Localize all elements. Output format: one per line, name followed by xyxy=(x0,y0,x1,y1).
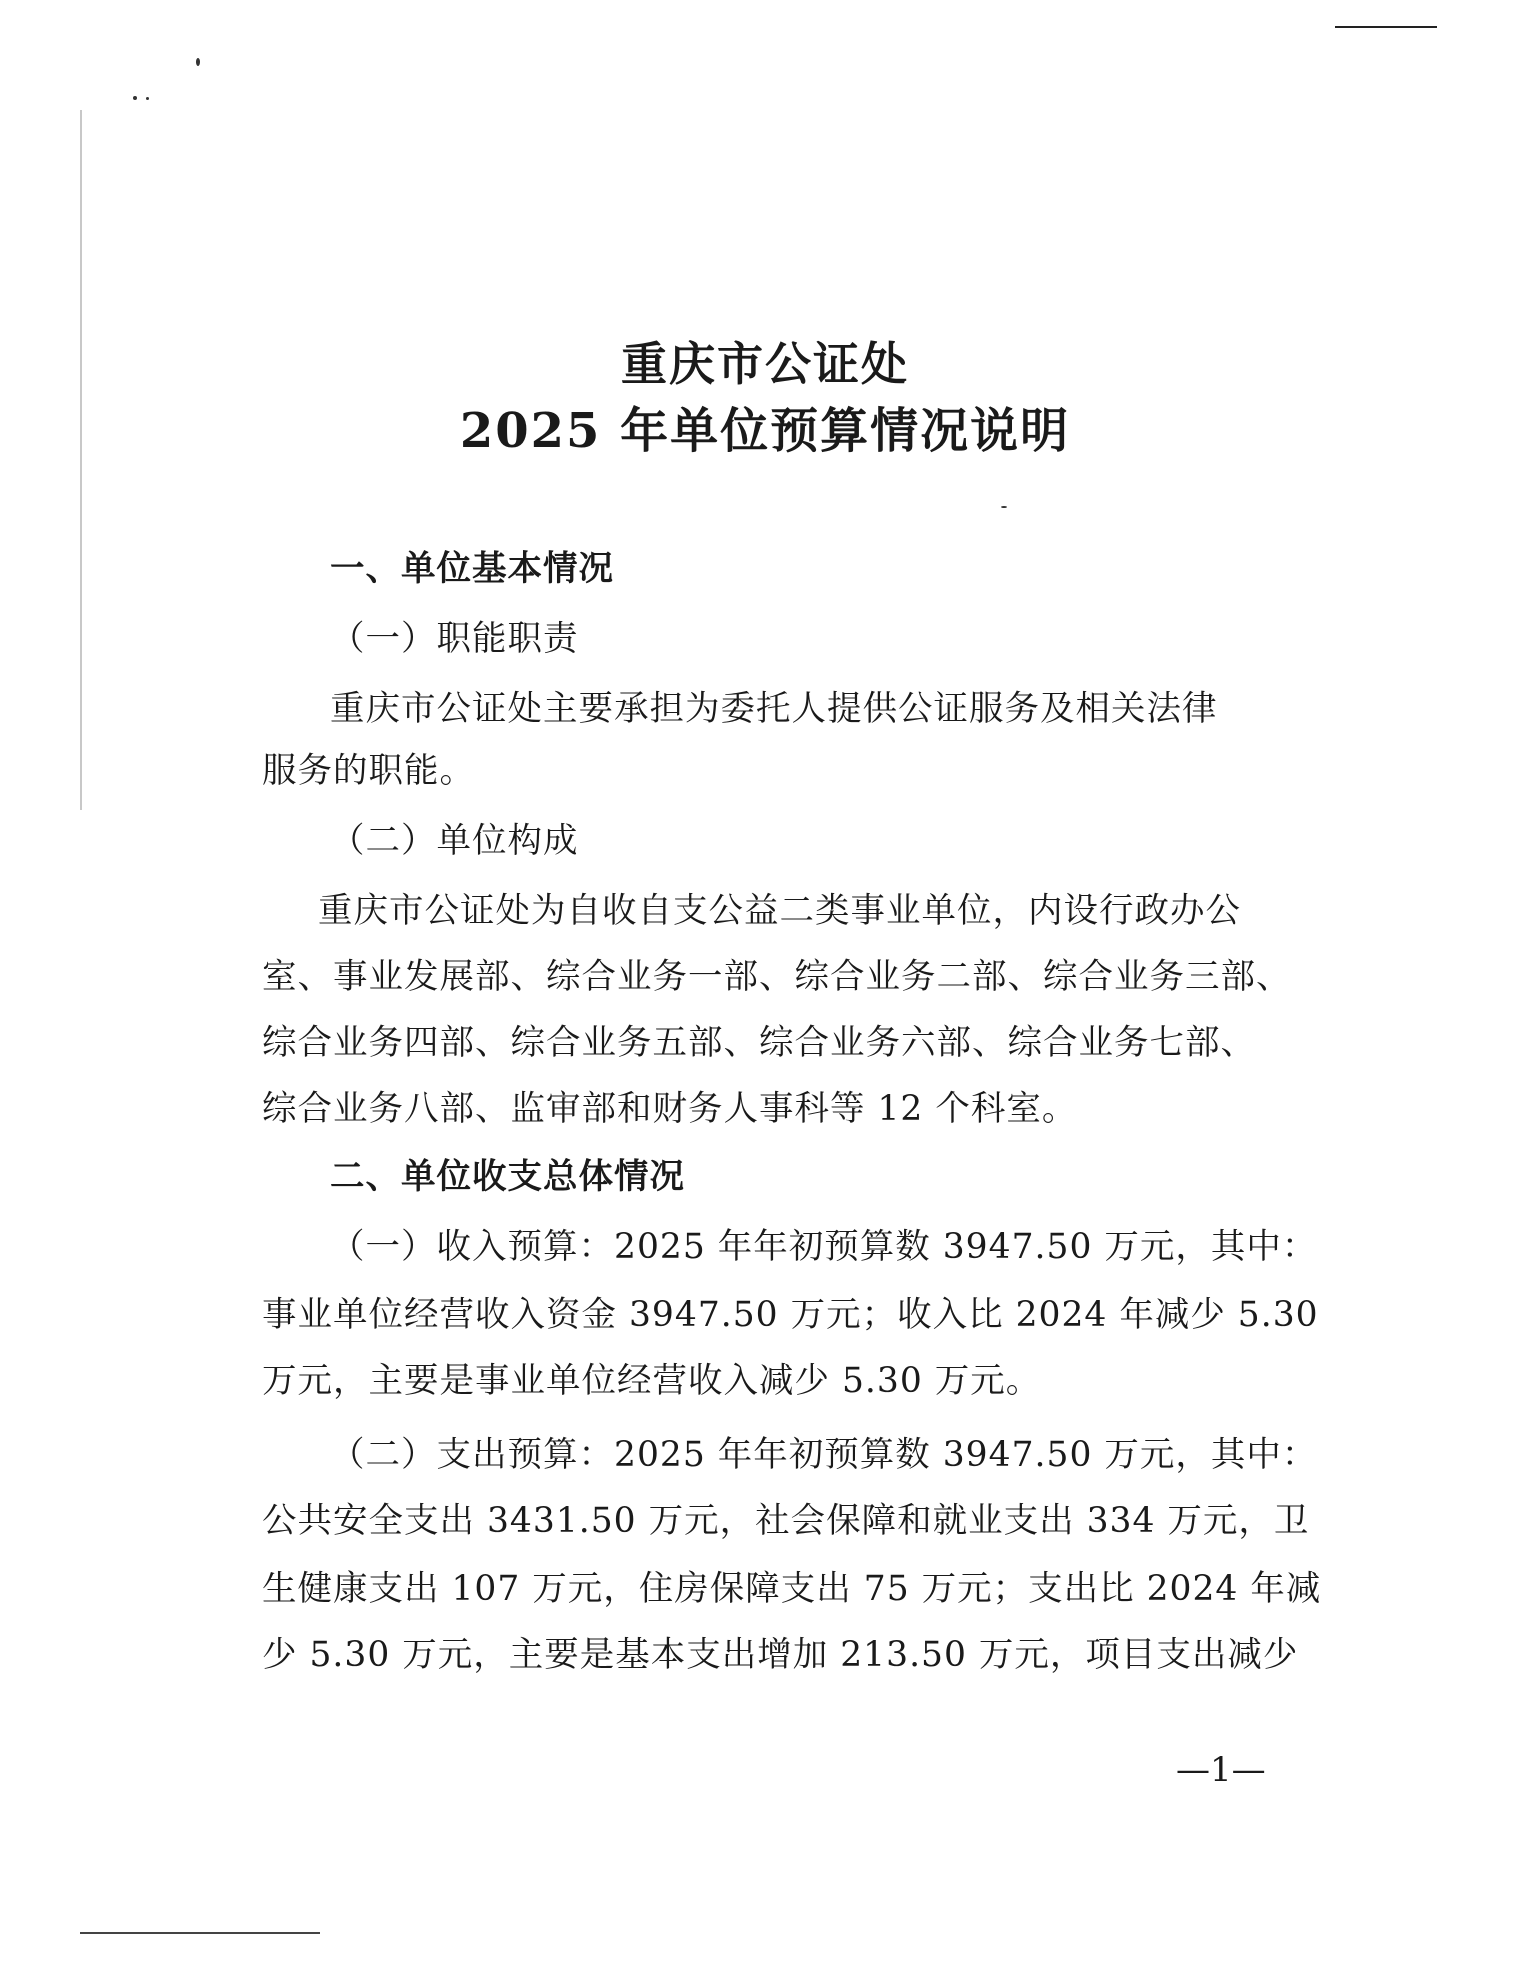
document-title-organization: 重庆市公证处 xyxy=(621,337,909,391)
paragraph-line: 服务的职能。 xyxy=(262,751,475,791)
scan-artifact-line xyxy=(80,1932,320,1934)
scan-speck xyxy=(133,96,137,100)
subsection-heading-structure: （二）单位构成 xyxy=(330,821,579,861)
scan-speck xyxy=(1001,506,1007,508)
document-title: 2025 年单位预算情况说明 xyxy=(459,403,1071,459)
paragraph-line: 公共安全支出 3431.50 万元，社会保障和就业支出 334 万元，卫 xyxy=(262,1501,1310,1541)
scan-artifact-line xyxy=(1335,26,1437,28)
paragraph-line: 综合业务八部、监审部和财务人事科等 12 个科室。 xyxy=(262,1089,1078,1129)
paragraph-line-income: （一）收入预算：2025 年年初预算数 3947.50 万元，其中： xyxy=(330,1227,1318,1267)
page-number: —1— xyxy=(1176,1750,1266,1790)
paragraph-line: 生健康支出 107 万元，住房保障支出 75 万元；支出比 2024 年减 xyxy=(262,1569,1322,1609)
scan-speck xyxy=(196,58,200,66)
paragraph-line: 室、事业发展部、综合业务一部、综合业务二部、综合业务三部、 xyxy=(262,957,1292,997)
paragraph-line: 少 5.30 万元，主要是基本支出增加 213.50 万元，项目支出减少 xyxy=(262,1635,1299,1675)
paragraph-line: 重庆市公证处为自收自支公益二类事业单位，内设行政办公 xyxy=(318,891,1241,931)
section-heading-basic-info: 一、单位基本情况 xyxy=(330,549,614,589)
paragraph-line: 万元，主要是事业单位经营收入减少 5.30 万元。 xyxy=(262,1361,1042,1401)
paragraph-line: 事业单位经营收入资金 3947.50 万元；收入比 2024 年减少 5.30 xyxy=(262,1295,1319,1335)
paragraph-line-expenditure: （二）支出预算：2025 年年初预算数 3947.50 万元，其中： xyxy=(330,1435,1318,1475)
section-heading-revenue-expenditure: 二、单位收支总体情况 xyxy=(330,1157,685,1197)
paragraph-line: 综合业务四部、综合业务五部、综合业务六部、综合业务七部、 xyxy=(262,1023,1256,1063)
subsection-heading-duties: （一）职能职责 xyxy=(330,619,579,659)
scan-speck xyxy=(146,97,149,100)
paragraph-line: 重庆市公证处主要承担为委托人提供公证服务及相关法律 xyxy=(330,689,1218,729)
